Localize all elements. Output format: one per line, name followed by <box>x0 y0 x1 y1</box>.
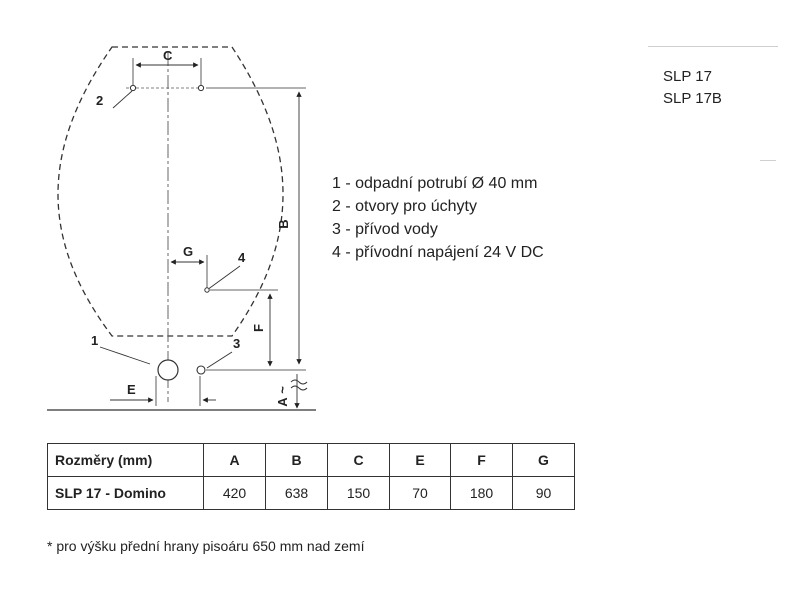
model-name: SLP 17 <box>663 68 712 85</box>
table-cell: 420 <box>204 477 266 510</box>
dimension-g <box>171 244 207 290</box>
dim-label-e: E <box>127 382 136 397</box>
dim-label-a-approx: ~ <box>275 386 290 394</box>
scan-artifact <box>760 160 776 161</box>
table-cell: SLP 17 - Domino <box>48 477 204 510</box>
model-name: SLP 17B <box>663 90 722 107</box>
table-header-cell: F <box>451 444 513 477</box>
table-cell: 90 <box>513 477 575 510</box>
table-header-cell: C <box>328 444 390 477</box>
table-row <box>48 477 575 510</box>
footnote: * pro výšku přední hrany pisoáru 650 mm nad zemí <box>47 538 365 554</box>
callout-number-1: 1 <box>91 333 99 348</box>
table-header-cell: B <box>266 444 328 477</box>
dimension-e <box>110 376 216 406</box>
mounting-hole-left <box>130 85 135 90</box>
table-cell: 180 <box>451 477 513 510</box>
urinal-outline <box>58 47 283 336</box>
legend-item: 4 - přívodní napájení 24 V DC <box>332 244 544 261</box>
dimension-f <box>210 290 278 366</box>
table-header-cell: A <box>204 444 266 477</box>
water-supply <box>197 366 205 374</box>
legend <box>332 172 544 264</box>
table-header-cell: G <box>513 444 575 477</box>
callout-2 <box>96 91 132 108</box>
waste-pipe <box>158 360 178 380</box>
dim-label-a: A <box>275 397 290 407</box>
table-header-cell: E <box>390 444 451 477</box>
dimension-c <box>133 48 201 88</box>
callout-4 <box>207 250 246 290</box>
dim-label-b: B <box>276 219 291 229</box>
table-header-cell: Rozměry (mm) <box>48 444 204 477</box>
table-cell: 70 <box>390 477 451 510</box>
dim-label-f: F <box>251 324 266 332</box>
scan-artifact <box>648 46 778 47</box>
legend-item: 3 - přívod vody <box>332 221 438 238</box>
callout-1 <box>91 333 150 364</box>
mounting-hole-right <box>198 85 203 90</box>
callout-number-3: 3 <box>233 336 241 351</box>
power-inlet <box>205 288 209 292</box>
callout-3 <box>207 336 240 368</box>
table-cell: 150 <box>328 477 390 510</box>
table-header-row <box>48 444 575 477</box>
dimension-b <box>206 88 306 364</box>
table-cell: 638 <box>266 477 328 510</box>
model-names <box>663 66 722 110</box>
dim-label-g: G <box>183 244 194 259</box>
dimension-a <box>275 374 307 408</box>
dimensions-table <box>47 443 575 510</box>
legend-item: 2 - otvory pro úchyty <box>332 198 477 215</box>
dim-label-c: C <box>163 48 173 63</box>
legend-item: 1 - odpadní potrubí Ø 40 mm <box>332 175 538 192</box>
callout-number-4: 4 <box>238 250 246 265</box>
callout-number-2: 2 <box>96 93 104 108</box>
